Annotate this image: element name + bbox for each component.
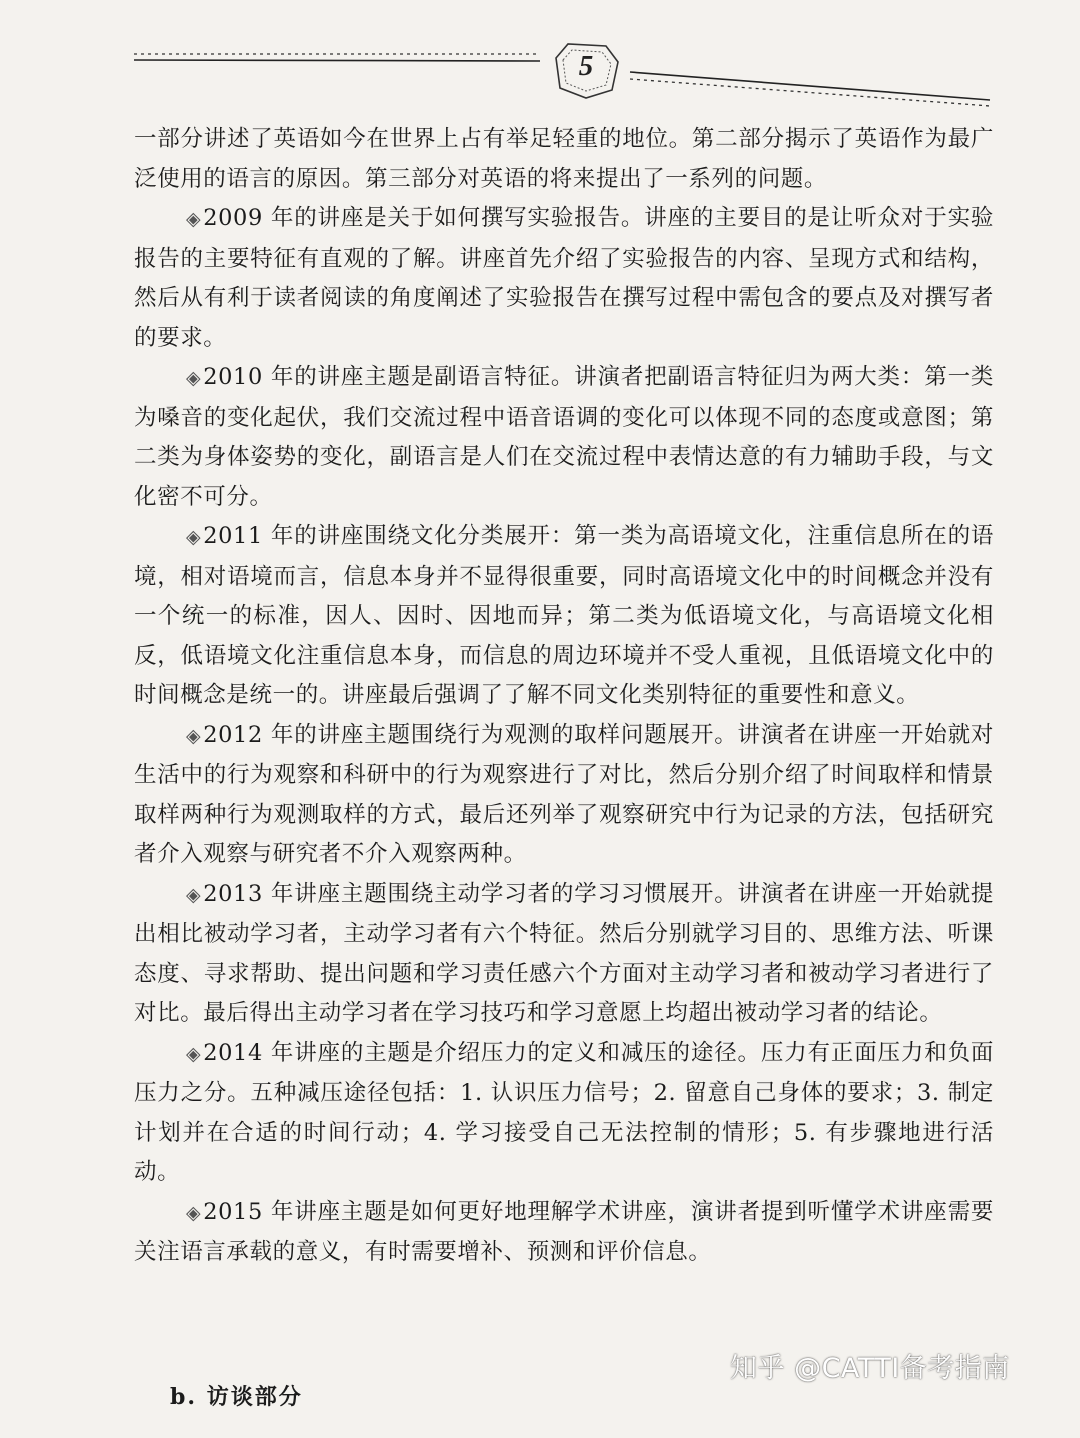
diamond-bullet-icon: ◈ xyxy=(186,883,202,906)
page-header xyxy=(130,34,995,114)
page-number: 5 xyxy=(578,50,594,82)
paragraph xyxy=(134,1034,994,1193)
paragraph xyxy=(134,358,994,517)
paragraph-text: 2012 年的讲座主题围绕行为观测的取样问题展开。讲演者在讲座一开始就对生活中的行为观察和科研中的行为观察进行了对比，然后分别介绍了时间取样和情景取样两种行为观测取样的方式，最后还列举了观察研究中行为记录的方法，包括研究者介入观察与研究者不介入观察两种。 xyxy=(134,721,994,867)
diamond-bullet-icon: ◈ xyxy=(186,208,202,230)
diamond-bullet-icon: ◈ xyxy=(186,526,202,548)
paragraph xyxy=(134,716,994,875)
paragraph xyxy=(134,120,994,199)
diamond-bullet-icon: ◈ xyxy=(186,1201,202,1224)
paragraph-text: 2011 年的讲座围绕文化分类展开：第一类为高语境文化，注重信息所在的语境，相对语境而言，信息本身并不显得很重要，同时高语境文化中的时间概念并没有一个统一的标准，因人、因时、因地而异；第二类为低语境文化，与高语境文化相反，低语境文化注重信息本身，而信息的周边环境并不受人重视，且低语境文化中的时间概念是统一的。讲座最后强调了了解不同文化类别特征的重要性和意义。 xyxy=(134,523,994,708)
paragraph xyxy=(134,875,994,1034)
section-subheading: b. 访谈部分 xyxy=(170,1384,303,1410)
paragraph xyxy=(134,199,994,358)
paragraph xyxy=(134,1193,994,1273)
paragraph xyxy=(134,517,994,716)
paragraph-text: 2013 年讲座主题围绕主动学习者的学习习惯展开。讲演者在讲座一开始就提出相比被动学习者，主动学习者有六个特征。然后分别就学习目的、思维方法、听课态度、寻求帮助、提出问题和学习责任感六个方面对主动学习者和被动学习者进行了对比。最后得出主动学习者在学习技巧和学习意愿上均超出被动学习者的结论。 xyxy=(134,880,994,1026)
paragraph-text: 2010 年的讲座主题是副语言特征。讲演者把副语言特征归为两大类：第一类为嗓音的变化起伏，我们交流过程中语音语调的变化可以体现不同的态度或意图；第二类为身体姿势的变化，副语言是人们在交流过程中表情达意的有力辅助手段，与文化密不可分。 xyxy=(134,364,994,510)
paragraph-text: 一部分讲述了英语如今在世界上占有举足轻重的地位。第二部分揭示了英语作为最广泛使用的语言的原因。第三部分对英语的将来提出了一系列的问题。 xyxy=(134,126,994,192)
paragraph-text: 2009 年的讲座是关于如何撰写实验报告。讲座的主要目的是让听众对于实验报告的主要特征有直观的了解。讲座首先介绍了实验报告的内容、呈现方式和结构，然后从有利于读者阅读的角度阐述了实验报告在撰写过程中需包含的要点及对撰写者的要求。 xyxy=(134,205,994,351)
paragraph-text: 2014 年讲座的主题是介绍压力的定义和减压的途径。压力有正面压力和负面压力之分。五种减压途径包括：1. 认识压力信号；2. 留意自己身体的要求；3. 制定计划并在合适的时间行动；4. 学习接受自己无法控制的情形；5. 有步骤地进行活动。 xyxy=(134,1039,994,1185)
diamond-bullet-icon: ◈ xyxy=(186,1042,202,1065)
watermark: 知乎 @CATTI备考指南 xyxy=(730,1353,1010,1384)
diamond-bullet-icon: ◈ xyxy=(186,367,202,389)
paragraph-text: 2015 年讲座主题是如何更好地理解学术讲座，演讲者提到听懂学术讲座需要关注语言承载的意义，有时需要增补、预测和评价信息。 xyxy=(134,1198,994,1265)
diamond-bullet-icon: ◈ xyxy=(186,724,202,747)
document-body xyxy=(134,120,994,1273)
